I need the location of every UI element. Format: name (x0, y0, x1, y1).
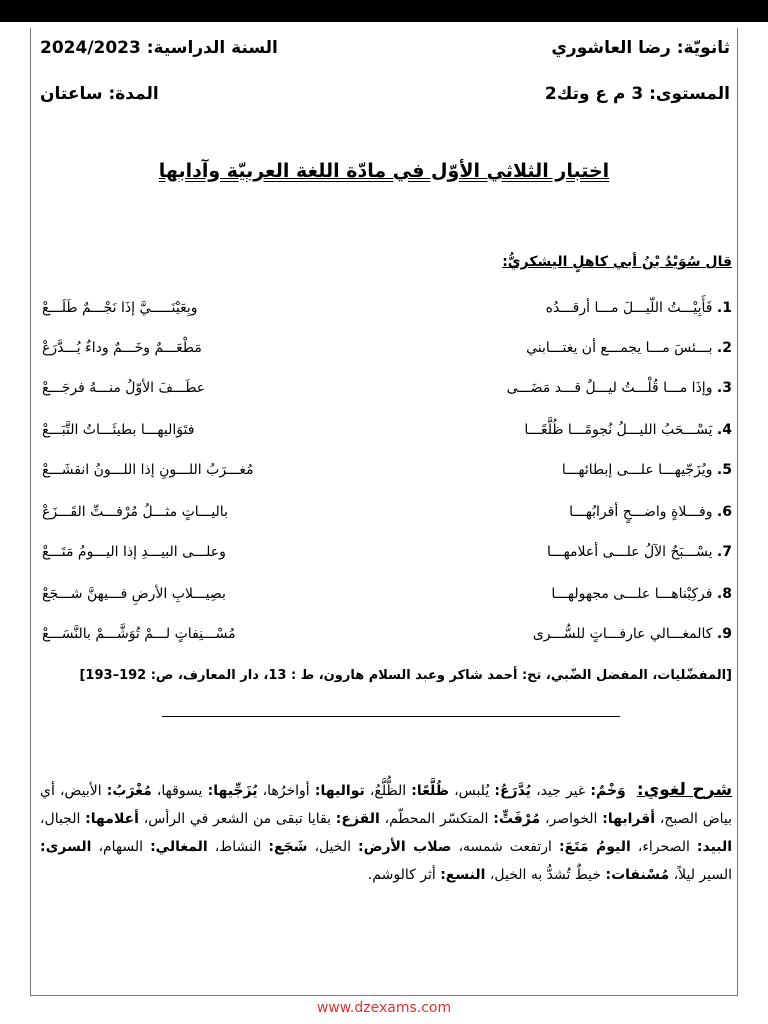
glossary-def: السهام، (98, 839, 144, 855)
verse-right (533, 626, 732, 642)
verse-hemistich-2: فتَوَاليهـــا بطيئَـــاتُ التَّبَـــعْ (42, 422, 195, 438)
glossary-heading: شرح لغوي: (636, 780, 733, 800)
glossary-term: يُدَّرَعُ: (494, 783, 531, 799)
verse-hemistich-1: يَسْـــحَبُ الليـــلُ نُجومًـــا ظُلَّعًـــا (524, 422, 713, 438)
verse-right (524, 422, 732, 438)
glossary-term: السرى: (40, 839, 92, 855)
glossary-def: يسوقها، (156, 783, 203, 799)
verse-number: 2. (716, 340, 732, 356)
glossary-term: أعلامها: (85, 811, 139, 827)
glossary (40, 776, 732, 889)
glossary-term: القزع: (335, 811, 380, 827)
verse-right (551, 586, 732, 602)
glossary-def: غير جيد، (536, 783, 586, 799)
poem-intro: قال سُوَيْدُ بْنُ أبي كاهلٍ اليشكريُّ: (502, 254, 732, 270)
glossary-def: المتكسّر المحطّم، (384, 811, 489, 827)
glossary-def: يُلبس، (454, 783, 490, 799)
school-year: السنة الدراسية: 2024/2023 (40, 38, 278, 58)
verse-right (547, 544, 732, 560)
verse-hemistich-2: وعلـــى البيـــدِ إذا اليـــومُ مَتَـــعْ (42, 544, 226, 560)
verse-hemistich-1: كالمغـــالي عارفـــاتٍ للسُّـــرى (532, 626, 713, 642)
verse-hemistich-1: وإذَا مـــا قُلْـــتُ ليـــلٌ قـــد مَضَـــى (506, 380, 713, 396)
verse-hemistich-1: يسْـــبَحُ الآلُ علـــى أعلامهـــا (547, 544, 713, 560)
glossary-def: ارتفعت شمسه، (458, 839, 552, 855)
verse-number: 4. (716, 422, 732, 438)
glossary-def: الخواصر، (544, 811, 598, 827)
glossary-def: الخيل، (314, 839, 351, 855)
glossary-term: النسع: (440, 867, 486, 883)
glossary-def: الظُّلَّعُ، (369, 783, 407, 799)
glossary-term: يُزَجِّيها: (207, 783, 258, 799)
verse-number: 3. (716, 380, 732, 396)
glossary-def: خيطٌ تُشدُّ به الخيل، (489, 867, 602, 883)
top-black-bar (0, 0, 768, 22)
glossary-term: اليومُ مَتَعَ: (558, 839, 631, 855)
glossary-term: صلاب الأرض: (358, 839, 452, 855)
verse-number: 7. (716, 544, 732, 560)
glossary-def: النشاط، (214, 839, 262, 855)
duration: المدة: ساعتان (40, 84, 159, 104)
verse-right (569, 504, 732, 520)
verse-number: 6. (716, 504, 732, 520)
glossary-term: ظُلَّعًا: (411, 783, 449, 799)
glossary-def: الصحراء، (637, 839, 690, 855)
glossary-def: أواخرُها، (262, 783, 310, 799)
verse-hemistich-2: وبِعَيْنَـــــيَّ إذَا نَجْـــمٌ طَلَـــعْ (42, 300, 198, 316)
verse-hemistich-1: وفـــلاةٍ واضـــحٍ أقرابُهـــا (569, 504, 713, 520)
glossary-def: الجبال، (40, 811, 81, 827)
glossary-term: شَجَع: (268, 839, 308, 855)
verse-hemistich-1: ويُزَجّيهـــا علـــى إبطائهـــا (561, 462, 713, 478)
verse-hemistich-2: بصِيـــلابِ الأرضِ فـــيهنَّ شـــجَعْ (42, 586, 226, 602)
verse-number: 8. (716, 586, 732, 602)
verse-number: 9. (716, 626, 732, 642)
verse-hemistich-2: مُسْـــنِفاتٍ لـــمْ تُوَشَّـــمْ بالنَّسَـــعْ (42, 626, 236, 642)
verse-hemistich-1: بـــئسَ مـــا يجمـــع أن يغتـــابني (526, 340, 713, 356)
verse-right (546, 300, 732, 316)
verse-hemistich-2: عطَـــفَ الأوّلُ منـــهُ فرجَـــعْ (42, 380, 206, 396)
glossary-term: مُغْرَبُ: (106, 783, 152, 799)
separator-line (162, 716, 620, 717)
verse-hemistich-2: باليـــاتٍ مثـــلُ مُرْفـــتِّ القَـــزَعْ (42, 504, 228, 520)
glossary-def: أثر كالوشم. (367, 867, 436, 883)
level: المستوى: 3 م ع وتك2 (544, 84, 730, 104)
glossary-term: أقرابها: (602, 811, 656, 827)
verse-number: 1. (716, 300, 732, 316)
glossary-term: مُرْفَتٍّ: (493, 811, 541, 827)
verse-number: 5. (716, 462, 732, 478)
footer-link[interactable]: www.dzexams.com (316, 1000, 452, 1016)
glossary-def: بقايا تبقى من الشعر في الرأس، (143, 811, 331, 827)
glossary-def: الأبيض، أي بياض الصبح، (40, 783, 733, 827)
glossary-def: السير ليلاً، (673, 867, 732, 883)
glossary-term: تواليها: (314, 783, 365, 799)
school-name: ثانويّة: رضا العاشوري (551, 38, 730, 58)
glossary-term: المغالي: (150, 839, 208, 855)
glossary-term: مُسْنفات: (605, 867, 670, 883)
verse-right (562, 462, 732, 478)
verse-hemistich-2: مُغـــرَبُ اللـــونِ إذا اللـــونُ انقشَـــعْ (42, 462, 254, 478)
exam-title: اختبار الثلاثي الأوّل في مادّة اللغة العربيّة وآدابها (158, 160, 610, 182)
verse-right (526, 340, 732, 356)
poem-source: [المفضّليات، المفضل الضّبي، تح: أحمد شاكر وعبد السلام هارون، ط : 13، دار المعارف، ص: 192–193] (79, 668, 732, 683)
verse-right (507, 380, 732, 396)
verse-hemistich-1: فَأَبِيْـــتُ اللّيـــلَ مـــا أرقـــدُه (545, 300, 713, 316)
verse-hemistich-1: فركِبْناهـــا علـــى مجهولهـــا (551, 586, 713, 602)
glossary-term: البيد: (696, 839, 733, 855)
glossary-term: وَخْمٌ: (590, 783, 626, 799)
verse-hemistich-2: مَطْعَـــمٌ وخَـــمٌ وداءٌ يُـــدَّرَعْ (42, 340, 202, 356)
